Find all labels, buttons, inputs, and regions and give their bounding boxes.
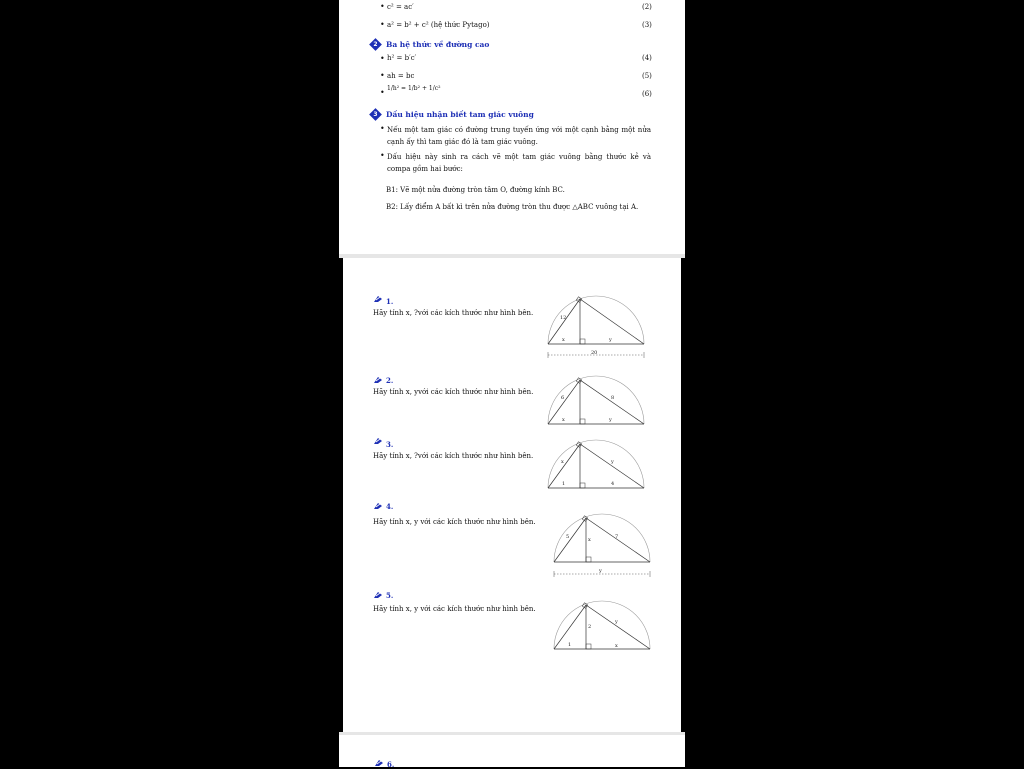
exercise-3-label-4: 4 — [611, 481, 615, 487]
formula-4: h² = b′c′ — [387, 54, 417, 62]
exercise-1-text: Hãy tính x, ?với các kích thước như hình bên. — [373, 309, 534, 317]
equation-number-2: (2) — [642, 3, 652, 11]
exercise-5-label-x: x — [615, 643, 618, 649]
exercise-2-label-right: 8 — [611, 395, 615, 401]
exercise-5-pencil-icon — [373, 591, 383, 599]
exercise-3-label-y: y — [611, 459, 614, 465]
exercise-page — [343, 258, 681, 732]
exercise-1-label-side: 12 — [560, 315, 567, 321]
exercise-4-pencil-icon — [373, 502, 383, 510]
exercise-3-figure — [545, 438, 648, 490]
exercise-3-text: Hãy tính x, ?với các kích thước như hình bên. — [373, 452, 534, 460]
fraction-1-b2: 1/b² — [407, 85, 421, 92]
exercise-4-number: 4. — [386, 502, 394, 511]
exercise-1-label-x: x — [562, 337, 565, 343]
exercise-1-label-y: y — [609, 337, 612, 343]
exercise-5-label-y: y — [615, 619, 618, 625]
exercise-4-label-5: 5 — [566, 534, 570, 540]
exercise-5-number: 5. — [386, 591, 394, 600]
equation-number-5: (5) — [642, 72, 652, 80]
formula-5: ah = bc — [387, 72, 415, 80]
section-title-2: Ba hệ thức về đường cao — [386, 40, 490, 49]
exercise-1-pencil-icon — [373, 295, 383, 303]
bullet: • — [380, 124, 385, 133]
exercise-4-label-x: x — [588, 537, 591, 543]
section-badge-2: 2 — [369, 38, 382, 51]
exercise-2-figure — [545, 374, 648, 426]
exercise-2-pencil-icon — [373, 376, 383, 384]
equation-number-3: (3) — [642, 21, 652, 29]
exercise-6-pencil-icon — [374, 759, 384, 767]
exercise-5-text: Hãy tính x, y với các kích thước như hình bên. — [373, 605, 536, 613]
bullet: • — [380, 88, 385, 97]
exercise-3-number: 3. — [386, 440, 394, 449]
exercise-6-number: 6. — [387, 760, 395, 769]
bullet: • — [380, 2, 385, 11]
equation-number-4: (4) — [642, 54, 652, 62]
exercise-3-label-x: x — [561, 459, 564, 465]
exercise-3-label-1: 1 — [562, 481, 566, 487]
exercise-3-pencil-icon — [373, 437, 383, 445]
bullet: • — [380, 151, 385, 160]
section-title-3: Dấu hiệu nhận biết tam giác vuông — [386, 110, 534, 119]
exercise-4-label-7: 7 — [615, 534, 619, 540]
exercise-4-text: Hãy tính x, y với các kích thước như hình bên. — [373, 518, 536, 526]
formula-2: c² = ac′ — [387, 3, 414, 11]
exercise-4-label-y: y — [599, 568, 602, 574]
exercise-2-number: 2. — [386, 376, 394, 385]
exercise-5-label-2: 2 — [588, 624, 592, 630]
section-badge-3: 3 — [369, 108, 382, 121]
formula-6: 1/h² = 1/b² + 1/c² — [387, 85, 441, 92]
bullet: • — [380, 54, 385, 63]
formula-3: a² = b² + c² (hệ thức Pytago) — [387, 21, 490, 29]
recognition-rule: Nếu một tam giác có đường trung tuyến ứng với một cạnh bằng một nửa cạnh ấy thì tam giác đó là tam giác vuông. — [387, 126, 651, 146]
fraction-1-c2: 1/c² — [428, 85, 441, 92]
equation-number-6: (6) — [642, 90, 652, 98]
exercise-5-label-1: 1 — [568, 642, 572, 648]
exercise-5-figure — [551, 599, 654, 651]
bullet: • — [380, 20, 385, 29]
fraction-1-h2: 1/h² — [387, 85, 400, 92]
construction-step-2: B2: Lấy điểm A bất kì trên nửa đường tròn thu được △ABC vuông tại A. — [386, 203, 639, 211]
theory-page — [339, 0, 685, 254]
exercise-2-label-x: x — [562, 417, 565, 423]
exercise-1-label-hypotenuse: 20 — [591, 350, 598, 356]
exercise-2-label-left: 6 — [561, 395, 565, 401]
bullet: • — [380, 71, 385, 80]
construction-step-1: B1: Vẽ một nửa đường tròn tâm O, đường kính BC. — [386, 186, 565, 194]
exercise-1-figure — [545, 294, 648, 360]
next-page — [339, 735, 685, 767]
exercise-1-number: 1. — [386, 297, 394, 306]
exercise-4-figure — [551, 514, 654, 580]
exercise-2-text: Hãy tính x, yvới các kích thước như hình bên. — [373, 388, 534, 396]
construction-note: Dấu hiệu này sinh ra cách vẽ một tam giác vuông bằng thước kẻ và compa gồm hai bước: — [387, 153, 651, 173]
exercise-2-label-y: y — [609, 417, 612, 423]
